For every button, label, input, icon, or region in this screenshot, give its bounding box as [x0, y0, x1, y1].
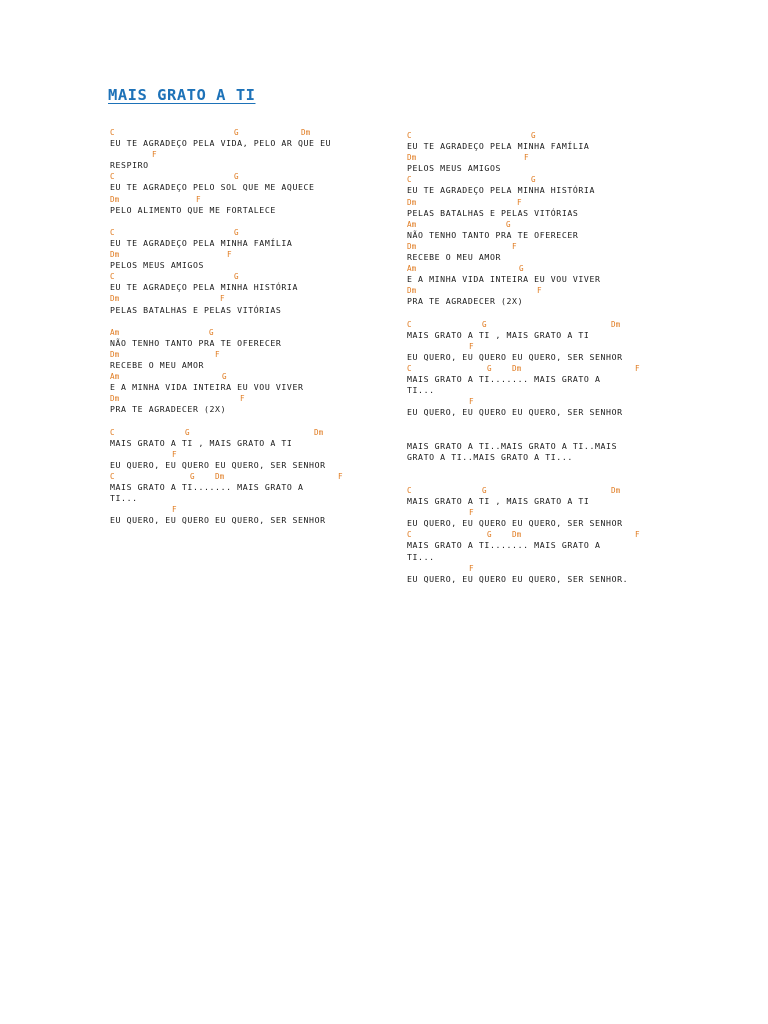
- lyric-line: MAIS GRATO A TI , MAIS GRATO A TI: [407, 329, 590, 340]
- chord-symbol: F: [338, 471, 343, 481]
- chord-symbol: Dm: [314, 427, 324, 437]
- lyric-line: EU QUERO, EU QUERO EU QUERO, SER SENHOR: [110, 459, 326, 470]
- chord-symbol: G: [234, 227, 239, 237]
- lyric-line: MAIS GRATO A TI , MAIS GRATO A TI: [110, 437, 293, 448]
- lyric-line: TI...: [110, 493, 138, 504]
- chord-symbol: C: [110, 427, 115, 437]
- chord-symbol: Dm: [110, 394, 120, 404]
- lyric-line: PELOS MEUS AMIGOS: [407, 163, 501, 174]
- lyric-line: RECEBE O MEU AMOR: [110, 359, 204, 370]
- chord-line: [407, 197, 677, 208]
- lyric-line: TI...: [407, 385, 435, 396]
- chord-symbol: Dm: [110, 194, 120, 204]
- stanza-gap: [110, 415, 380, 426]
- chord-symbol: Dm: [215, 471, 225, 481]
- lyric-line: EU QUERO, EU QUERO EU QUERO, SER SENHOR: [407, 518, 623, 529]
- chord-line: [110, 227, 380, 238]
- chord-symbol: G: [482, 486, 487, 495]
- chord-symbol: Dm: [407, 286, 417, 296]
- chord-symbol: F: [172, 449, 177, 459]
- chord-line: [407, 363, 677, 374]
- chord-symbol: G: [487, 530, 492, 540]
- chord-symbol: G: [234, 128, 239, 137]
- chord-symbol: F: [215, 349, 220, 359]
- lyric-line: MAIS GRATO A TI....... MAIS GRATO A: [110, 482, 304, 492]
- lyric-line: MAIS GRATO A TI....... MAIS GRATO A: [407, 540, 601, 551]
- lyric-line: EU QUERO, EU QUERO EU QUERO, SER SENHOR.: [407, 573, 629, 584]
- chord-line: [110, 393, 380, 404]
- lyric-line: EU TE AGRADEÇO PELA VIDA, PELO AR QUE EU: [110, 138, 332, 149]
- chord-symbol: F: [227, 250, 232, 260]
- lyric-line: MAIS GRATO A TI , MAIS GRATO A TI: [407, 496, 590, 507]
- lyric-line: GRATO A TI..MAIS GRATO A TI...: [407, 451, 573, 462]
- lyric-line: PELAS BATALHAS E PELAS VITÓRIAS: [110, 304, 282, 315]
- lyric-line: PELAS BATALHAS E PELAS VITÓRIAS: [407, 207, 579, 218]
- chord-symbol: F: [537, 286, 542, 296]
- chord-symbol: F: [196, 194, 201, 204]
- stanza-gap: [110, 316, 380, 327]
- chord-line: [407, 529, 677, 540]
- chord-symbol: C: [110, 471, 115, 481]
- lyric-line: PELOS MEUS AMIGOS: [110, 260, 204, 271]
- chord-symbol: F: [469, 563, 474, 573]
- chord-symbol: Dm: [110, 250, 120, 260]
- chord-symbol: C: [407, 131, 412, 140]
- chord-symbol: C: [110, 172, 115, 182]
- lyric-line: NÃO TENHO TANTO PRA TE OFERECER: [407, 229, 579, 240]
- lyric-line: EU QUERO, EU QUERO EU QUERO, SER SENHOR: [407, 407, 623, 418]
- chord-line: [110, 349, 380, 360]
- chord-symbol: G: [222, 372, 227, 382]
- lyric-line: NÃO TENHO TANTO PRA TE OFERECER: [110, 337, 282, 348]
- stanza-gap: [407, 463, 677, 474]
- chord-symbol: Dm: [110, 294, 120, 304]
- chord-symbol: F: [469, 397, 474, 407]
- lyric-line: MAIS GRATO A TI....... MAIS GRATO A: [407, 374, 601, 385]
- chord-line: [110, 149, 380, 160]
- chord-symbol: Dm: [512, 363, 522, 373]
- lyric-line: RECEBE O MEU AMOR: [407, 252, 501, 263]
- chord-symbol: Dm: [407, 197, 417, 207]
- lyric-line: PELO ALIMENTO QUE ME FORTALECE: [110, 204, 276, 215]
- chord-symbol: Dm: [110, 349, 120, 359]
- stanza-gap: [110, 216, 380, 227]
- chord-line: [407, 219, 677, 230]
- chord-symbol: F: [517, 197, 522, 207]
- lyric-line: E A MINHA VIDA INTEIRA EU VOU VIVER: [407, 274, 601, 285]
- chord-line: [110, 293, 380, 304]
- chord-symbol: Dm: [611, 486, 621, 495]
- chord-symbol: C: [110, 272, 115, 282]
- chord-symbol: Dm: [407, 241, 417, 251]
- lyric-line: EU TE AGRADEÇO PELA MINHA FAMÍLIA: [407, 141, 590, 152]
- lyric-line: EU TE AGRADEÇO PELA MINHA HISTÓRIA: [407, 185, 595, 196]
- chord-symbol: C: [407, 486, 412, 495]
- chord-symbol: F: [220, 294, 225, 304]
- lyric-line: EU TE AGRADEÇO PELA MINHA FAMÍLIA: [110, 237, 293, 248]
- lyrics-column-right: [407, 130, 677, 585]
- lyric-line: RESPIRO: [110, 160, 149, 171]
- chord-symbol: Dm: [611, 319, 621, 329]
- chord-symbol: F: [469, 341, 474, 351]
- chord-line: [110, 194, 380, 205]
- chord-line: [407, 485, 677, 496]
- lyric-line: MAIS GRATO A TI..MAIS GRATO A TI..MAIS: [407, 440, 618, 451]
- chord-symbol: G: [190, 471, 195, 481]
- chord-line: [110, 449, 380, 460]
- chord-line: [110, 327, 380, 338]
- stanza-gap: [407, 308, 677, 319]
- chord-symbol: Dm: [407, 153, 417, 163]
- chord-line: [407, 563, 677, 574]
- chord-symbol: Am: [407, 219, 417, 229]
- lyric-line: TI...: [407, 551, 435, 562]
- chord-symbol: F: [172, 505, 177, 515]
- chord-line: [110, 249, 380, 260]
- chord-line: [110, 371, 380, 382]
- chord-symbol: G: [487, 363, 492, 373]
- chord-symbol: G: [234, 272, 239, 282]
- lyric-line: EU TE AGRADEÇO PELA MINHA HISTÓRIA: [110, 282, 298, 293]
- lyric-line: PRA TE AGRADECER (2X): [407, 296, 524, 307]
- chord-symbol: C: [407, 530, 412, 540]
- chord-line: [407, 319, 677, 330]
- stanza-gap: [407, 474, 677, 485]
- chord-symbol: F: [635, 363, 640, 373]
- chord-symbol: C: [407, 319, 412, 329]
- chord-line: [407, 130, 677, 141]
- chord-symbol: G: [531, 131, 536, 140]
- lyric-line: PRA TE AGRADECER (2X): [110, 404, 227, 415]
- chord-symbol: C: [110, 128, 115, 137]
- chord-symbol: C: [407, 175, 412, 185]
- chord-line: [110, 427, 380, 438]
- chord-symbol: G: [519, 264, 524, 274]
- chord-symbol: F: [524, 153, 529, 163]
- chord-line: [407, 285, 677, 296]
- chord-symbol: G: [482, 319, 487, 329]
- lyric-line: EU QUERO, EU QUERO EU QUERO, SER SENHOR: [110, 515, 326, 526]
- chord-line: [407, 263, 677, 274]
- chord-line: [407, 241, 677, 252]
- chord-line: [110, 471, 380, 482]
- chord-line: [407, 341, 677, 352]
- lyric-line: EU TE AGRADEÇO PELO SOL QUE ME AQUECE: [110, 182, 315, 193]
- chord-symbol: C: [407, 363, 412, 373]
- chord-symbol: G: [531, 175, 536, 185]
- chord-symbol: F: [240, 394, 245, 404]
- chord-symbol: F: [512, 241, 517, 251]
- chord-line: [110, 171, 380, 182]
- chord-symbol: Am: [110, 372, 120, 382]
- chord-symbol: C: [110, 227, 115, 237]
- chord-line: [110, 504, 380, 515]
- stanza-gap: [407, 430, 677, 441]
- lyric-line: EU QUERO, EU QUERO EU QUERO, SER SENHOR: [407, 351, 623, 362]
- chord-symbol: Am: [407, 264, 417, 274]
- chord-line: [110, 127, 380, 138]
- chord-line: [407, 174, 677, 185]
- chord-line: [110, 271, 380, 282]
- chord-line: [407, 152, 677, 163]
- song-title: MAIS GRATO A TI: [108, 86, 256, 104]
- chord-symbol: F: [635, 530, 640, 540]
- chord-line: [407, 396, 677, 407]
- chord-symbol: G: [185, 427, 190, 437]
- chord-symbol: Dm: [301, 128, 311, 137]
- chord-symbol: F: [469, 508, 474, 518]
- lyrics-column-left: [110, 127, 380, 526]
- lyric-line: E A MINHA VIDA INTEIRA EU VOU VIVER: [110, 382, 304, 393]
- chord-symbol: G: [234, 172, 239, 182]
- chord-symbol: G: [506, 219, 511, 229]
- chord-symbol: Am: [110, 327, 120, 337]
- chord-symbol: Dm: [512, 530, 522, 540]
- stanza-gap: [407, 418, 677, 429]
- chord-symbol: G: [209, 327, 214, 337]
- chord-line: [407, 507, 677, 518]
- chord-symbol: F: [152, 150, 157, 160]
